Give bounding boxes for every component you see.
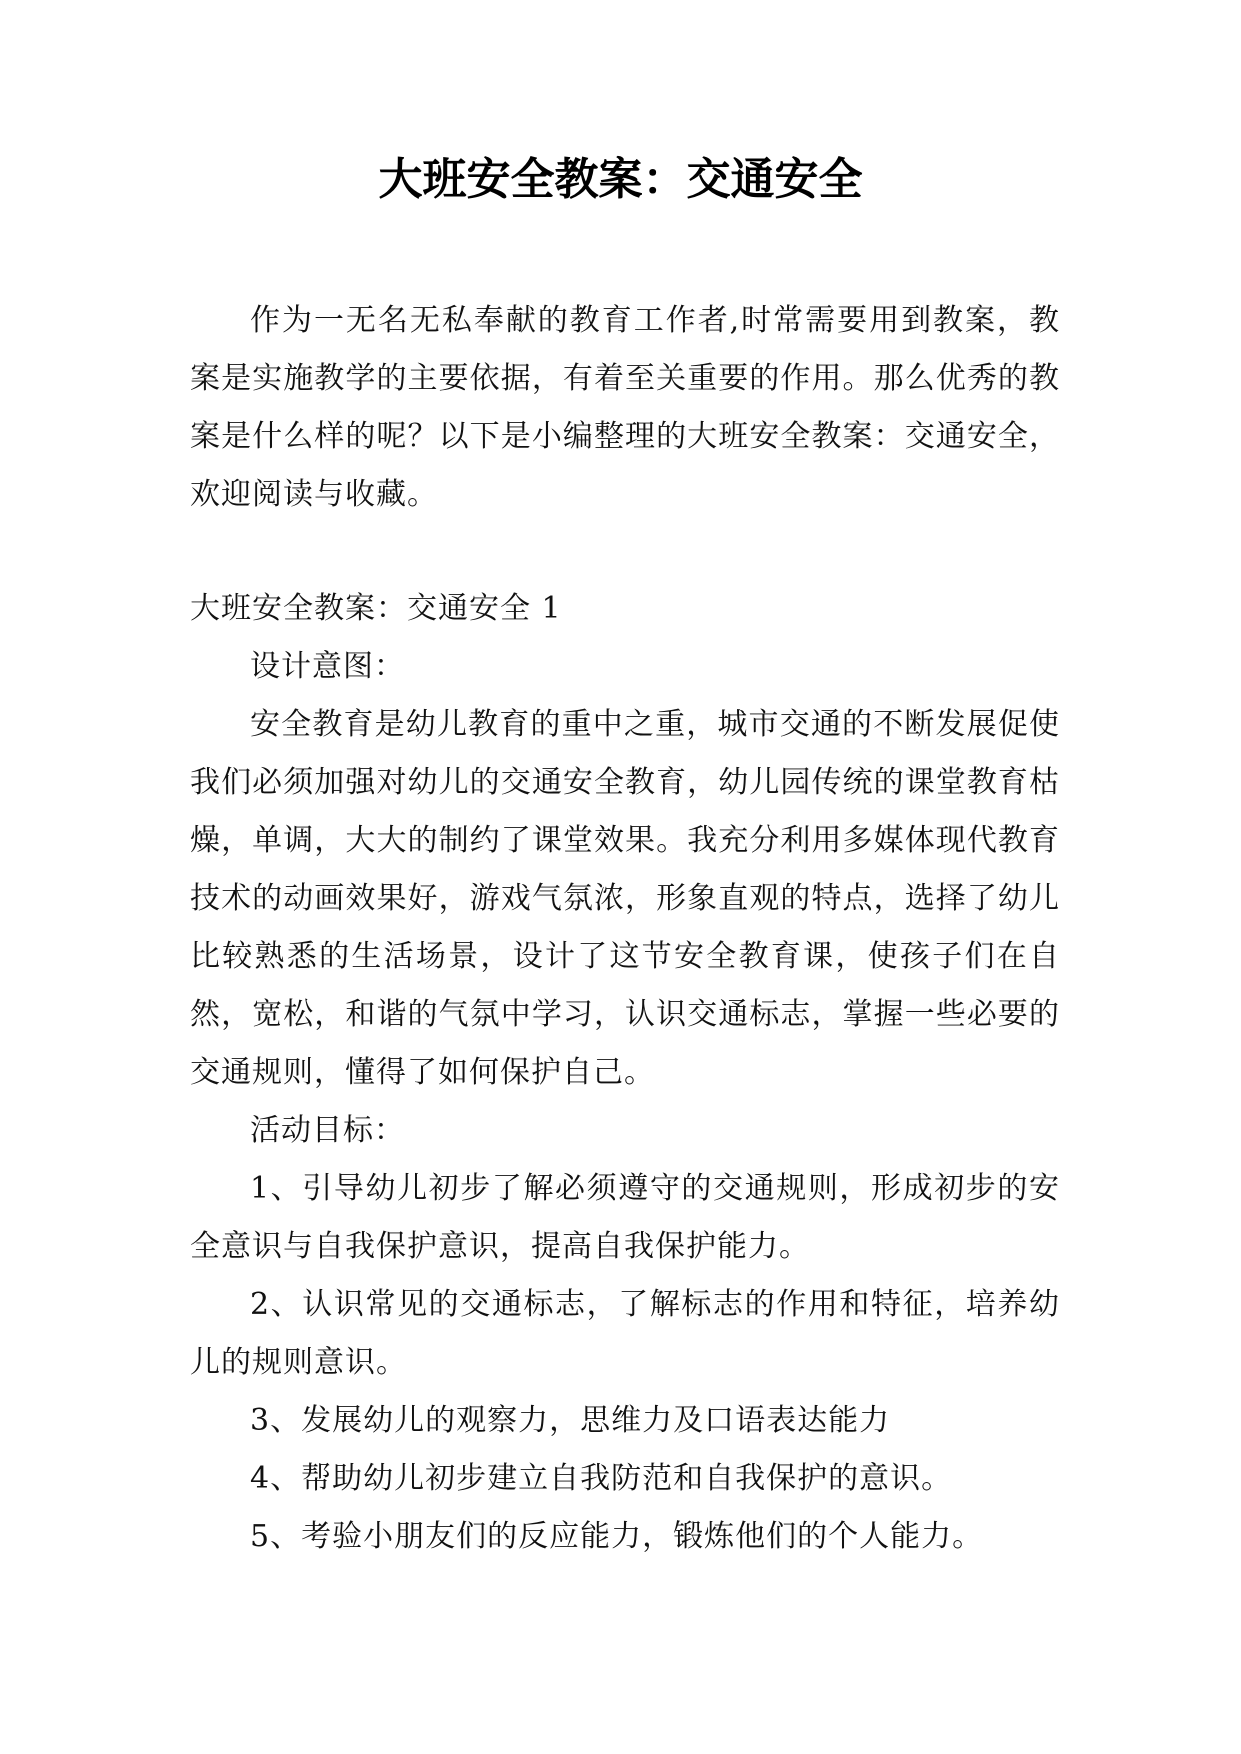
activity-goals-label: 活动目标： (250, 1113, 405, 1148)
intro-paragraph: 作为一无名无私奉献的教育工作者,时常需要用到教案，教案是实施教学的主要依据，有着至关重要的作用。那么优秀的教案是什么样的呢？以下是小编整理的大班安全教案：交通安全，欢迎阅读与收藏。 (190, 303, 1060, 512)
design-intent-label: 设计意图： (250, 649, 405, 684)
goal-item-5: 5、考验小朋友们的反应能力，锻炼他们的个人能力。 (250, 1519, 984, 1554)
lesson-content (190, 580, 1060, 1566)
goal-item-3: 3、发展幼儿的观察力，思维力及口语表达能力 (250, 1403, 891, 1438)
document-title: 大班安全教案：交通安全 (378, 154, 863, 205)
goal-item-1: 1、引导幼儿初步了解必须遵守的交通规则，形成初步的安全意识与自我保护意识，提高自我保护能力。 (190, 1171, 1060, 1264)
intro-block (190, 292, 1060, 524)
goal-item-4: 4、帮助幼儿初步建立自我防范和自我保护的意识。 (250, 1461, 953, 1496)
design-intent-paragraph: 安全教育是幼儿教育的重中之重，城市交通的不断发展促使我们必须加强对幼儿的交通安全教育，幼儿园传统的课堂教育枯燥，单调，大大的制约了课堂效果。我充分利用多媒体现代教育技术的动画效果好，游戏气氛浓，形象直观的特点，选择了幼儿比较熟悉的生活场景，设计了这节安全教育课，使孩子们在自然，宽松，和谐的气氛中学习，认识交通标志，掌握一些必要的交通规则，懂得了如何保护自己。 (190, 707, 1060, 1090)
section-heading: 大班安全教案：交通安全 1 (190, 591, 562, 626)
goal-item-2: 2、认识常见的交通标志，了解标志的作用和特征，培养幼儿的规则意识。 (190, 1287, 1060, 1380)
